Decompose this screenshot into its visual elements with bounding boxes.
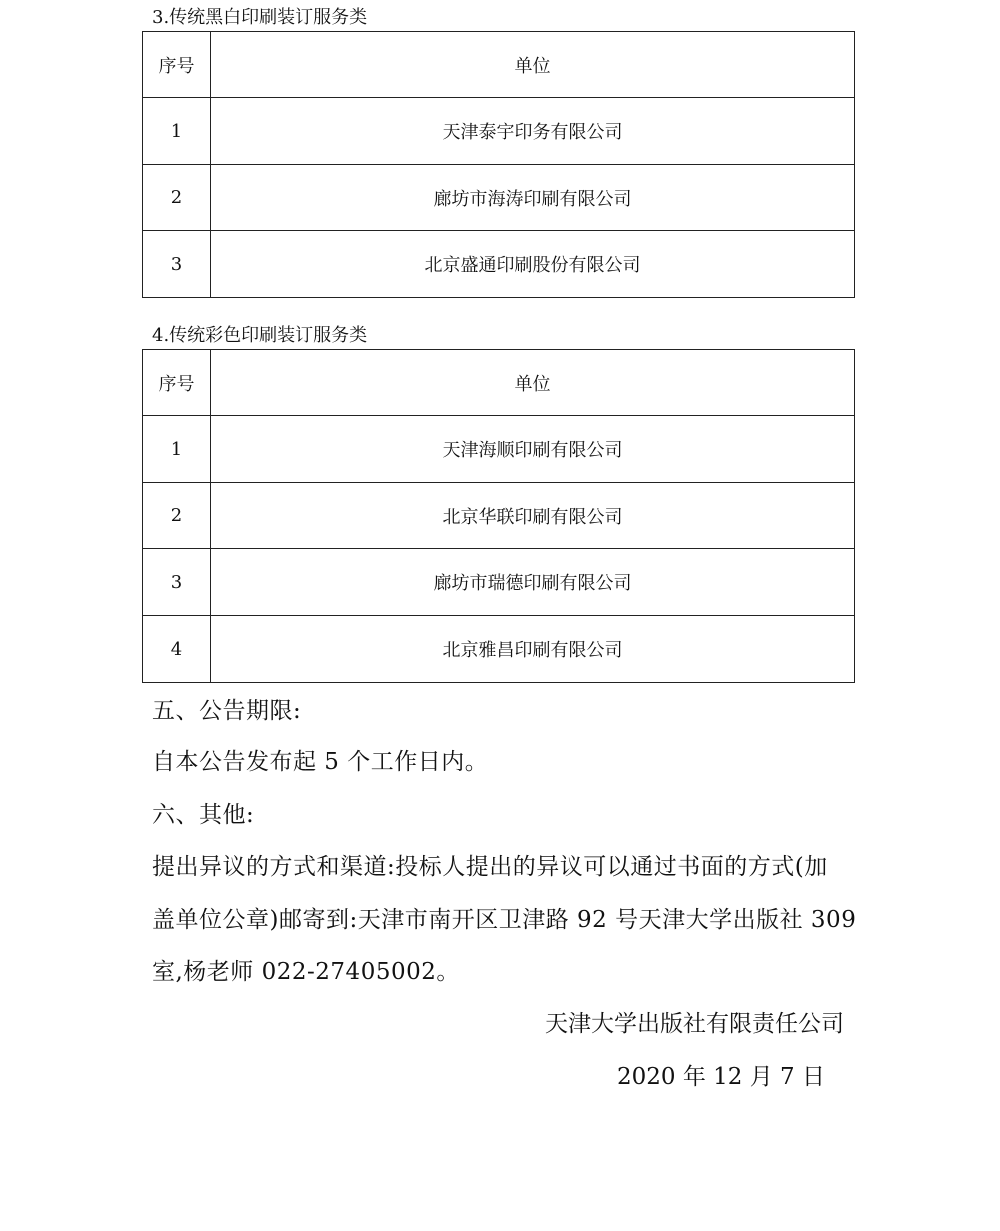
row-unit: 廊坊市海涛印刷有限公司: [211, 165, 855, 231]
table-row: [143, 616, 855, 683]
row-num: 1: [143, 98, 211, 165]
table-header-row: [143, 32, 855, 98]
row-num: 3: [143, 231, 211, 298]
header-unit: 单位: [211, 32, 855, 98]
section4-title: 4.传统彩色印刷装订服务类: [152, 325, 368, 346]
row-num: 2: [143, 483, 211, 549]
signature-company: 天津大学出版社有限责任公司: [545, 1011, 844, 1037]
row-unit: 天津泰宇印务有限公司: [211, 98, 855, 165]
other-text-line1: 提出异议的方式和渠道:投标人提出的异议可以通过书面的方式(加: [152, 854, 828, 880]
row-num: 1: [143, 416, 211, 483]
section3-title: 3.传统黑白印刷装订服务类: [152, 7, 368, 28]
row-unit: 天津海顺印刷有限公司: [211, 416, 855, 483]
section3-table: [142, 31, 855, 298]
table-header-row: [143, 350, 855, 416]
table-row: [143, 483, 855, 549]
table-row: [143, 549, 855, 616]
row-num: 2: [143, 165, 211, 231]
table-row: [143, 231, 855, 298]
header-num: 序号: [143, 32, 211, 98]
signature-date: 2020 年 12 月 7 日: [617, 1064, 825, 1090]
table-row: [143, 98, 855, 165]
header-unit: 单位: [211, 350, 855, 416]
row-unit: 北京华联印刷有限公司: [211, 483, 855, 549]
other-text-line3: 室,杨老师 022-27405002。: [152, 959, 460, 985]
header-num: 序号: [143, 350, 211, 416]
period-text: 自本公告发布起 5 个工作日内。: [152, 749, 489, 775]
section4-table: [142, 349, 855, 683]
table-row: [143, 165, 855, 231]
table-row: [143, 416, 855, 483]
row-num: 3: [143, 549, 211, 616]
row-unit: 北京盛通印刷股份有限公司: [211, 231, 855, 298]
other-heading: 六、其他:: [152, 802, 255, 828]
period-heading: 五、公告期限:: [152, 698, 302, 724]
other-text-line2: 盖单位公章)邮寄到:天津市南开区卫津路 92 号天津大学出版社 309: [152, 907, 857, 933]
row-num: 4: [143, 616, 211, 683]
row-unit: 廊坊市瑞德印刷有限公司: [211, 549, 855, 616]
row-unit: 北京雅昌印刷有限公司: [211, 616, 855, 683]
